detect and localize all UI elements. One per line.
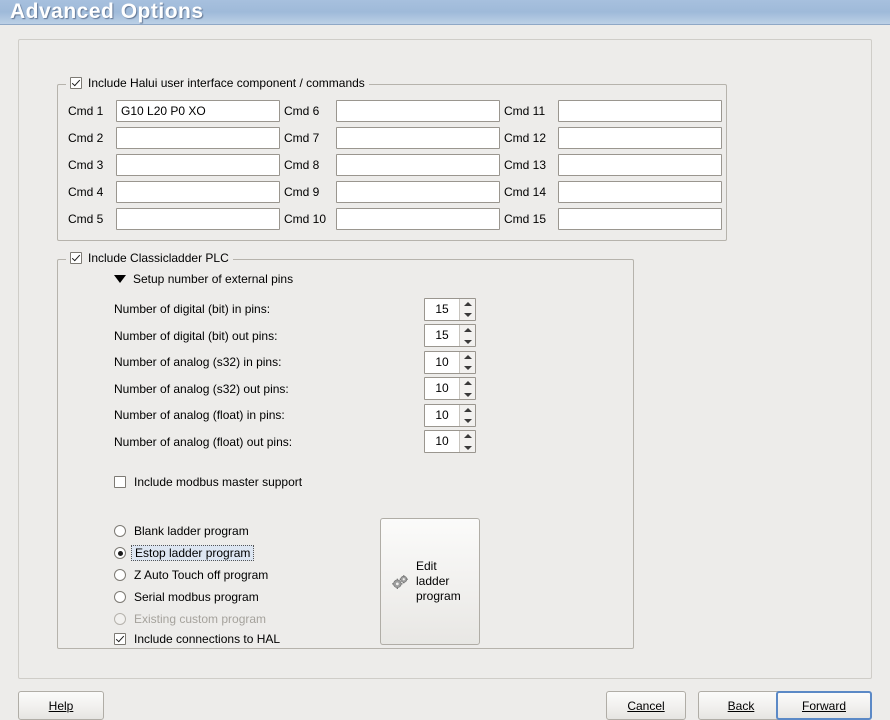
edit-ladder-program-button[interactable]: [380, 518, 480, 645]
cmd-label: Cmd 10: [284, 211, 327, 226]
dialog-footer: [0, 679, 890, 713]
stepper-down-icon[interactable]: [460, 362, 475, 373]
stepper-up-icon[interactable]: [460, 431, 475, 442]
cmd-label: Cmd 7: [284, 130, 320, 145]
page-title: Advanced Options: [10, 0, 204, 23]
title-bar: [0, 0, 890, 25]
cmd-input-2[interactable]: [116, 127, 280, 149]
cmd-label: Cmd 2: [68, 130, 104, 145]
classicladder-group-header[interactable]: [66, 251, 233, 265]
cmd-input-15[interactable]: [558, 208, 722, 230]
cmd-input-10[interactable]: [336, 208, 500, 230]
radio-label: Existing custom program: [134, 612, 267, 626]
radio-label: Estop ladder program: [131, 545, 254, 561]
digital-out-pins-stepper[interactable]: [424, 324, 476, 347]
cmd-input-14[interactable]: [558, 181, 722, 203]
classicladder-checkbox[interactable]: [70, 252, 82, 264]
stepper-down-icon[interactable]: [460, 389, 475, 400]
pin-row: [114, 323, 614, 350]
chevron-down-icon: [114, 275, 126, 283]
stepper-up-icon[interactable]: [460, 325, 475, 336]
digital-in-pins-stepper[interactable]: [424, 298, 476, 321]
pin-row: [114, 349, 614, 376]
radio-icon: [114, 613, 126, 625]
options-panel: [18, 39, 872, 679]
halui-group-label: Include Halui user interface component / commands: [88, 76, 365, 90]
cmd-input-3[interactable]: [116, 154, 280, 176]
back-button-label: Back: [727, 698, 755, 713]
cmd-label: Cmd 11: [504, 103, 546, 118]
analog-s32-in-pins-stepper[interactable]: [424, 351, 476, 374]
cmd-label: Cmd 9: [284, 184, 320, 199]
stepper-down-icon[interactable]: [460, 415, 475, 426]
cancel-button-label: Cancel: [627, 698, 665, 713]
stepper-up-icon[interactable]: [460, 352, 475, 363]
pin-row: [114, 429, 614, 456]
radio-serial-modbus-program[interactable]: [114, 586, 268, 608]
analog-float-in-pins-stepper[interactable]: [424, 404, 476, 427]
hal-connections-checkbox[interactable]: [114, 633, 126, 645]
halui-group-header[interactable]: [66, 76, 369, 90]
hal-connections-label: Include connections to HAL: [134, 632, 281, 646]
back-button[interactable]: [698, 691, 784, 720]
forward-button[interactable]: [776, 691, 872, 720]
cmd-input-8[interactable]: [336, 154, 500, 176]
halui-group: [57, 76, 727, 241]
cmd-label: Cmd 4: [68, 184, 104, 199]
edit-ladder-program-label: [416, 559, 470, 604]
radio-icon[interactable]: [114, 569, 126, 581]
stepper-down-icon[interactable]: [460, 442, 475, 453]
analog-float-out-pins-stepper[interactable]: [424, 430, 476, 453]
stepper-down-icon[interactable]: [460, 309, 475, 320]
radio-label: Blank ladder program: [134, 524, 249, 538]
cmd-label: Cmd 13: [504, 157, 547, 172]
help-button[interactable]: [18, 691, 104, 720]
hal-connections-option[interactable]: [114, 632, 280, 646]
cmd-label: Cmd 3: [68, 157, 104, 172]
halui-checkbox[interactable]: [70, 77, 82, 89]
gears-icon: [390, 571, 412, 593]
edit-ladder-line1: Edit ladder: [416, 559, 450, 588]
stepper-arrows[interactable]: [459, 431, 475, 452]
cmd-label: Cmd 6: [284, 103, 320, 118]
classicladder-group-label: Include Classicladder PLC: [88, 251, 229, 265]
radio-icon[interactable]: [114, 547, 126, 559]
stepper-arrows[interactable]: [459, 325, 475, 346]
stepper-value: 15: [435, 328, 449, 343]
stepper-up-icon[interactable]: [460, 299, 475, 310]
forward-button-label: Forward: [801, 698, 846, 713]
radio-blank-ladder-program[interactable]: [114, 520, 268, 542]
cmd-input-11[interactable]: [558, 100, 722, 122]
pin-label: Number of analog (float) in pins:: [114, 408, 285, 423]
radio-label: Z Auto Touch off program: [134, 568, 269, 582]
stepper-arrows[interactable]: [459, 299, 475, 320]
cmd-label: Cmd 12: [504, 130, 547, 145]
cmd-input-4[interactable]: [116, 181, 280, 203]
cmd-label: Cmd 1: [68, 103, 104, 118]
halui-command-grid: [68, 97, 722, 232]
cmd-label: Cmd 8: [284, 157, 320, 172]
stepper-up-icon[interactable]: [460, 378, 475, 389]
radio-existing-custom-program: [114, 608, 268, 630]
cmd-input-5[interactable]: [116, 208, 280, 230]
modbus-master-option[interactable]: [114, 475, 302, 489]
radio-estop-ladder-program[interactable]: [114, 542, 268, 564]
pin-count-list: [114, 296, 614, 455]
cmd-label: Cmd 15: [504, 211, 547, 226]
cmd-input-6[interactable]: [336, 100, 500, 122]
cmd-label: Cmd 5: [68, 211, 104, 226]
pin-row: [114, 296, 614, 323]
classicladder-group: [57, 251, 634, 649]
cancel-button[interactable]: [606, 691, 686, 720]
radio-z-auto-touch-off-program[interactable]: [114, 564, 268, 586]
pin-label: Number of digital (bit) in pins:: [114, 302, 271, 317]
pin-label: Number of analog (s32) in pins:: [114, 355, 282, 370]
stepper-arrows[interactable]: [459, 378, 475, 399]
stepper-value: 15: [435, 301, 449, 316]
modbus-master-label: Include modbus master support: [134, 475, 303, 489]
ladder-program-radio-group: [114, 520, 268, 630]
external-pins-expander-label: Setup number of external pins: [133, 272, 294, 286]
cmd-label: Cmd 14: [504, 184, 547, 199]
radio-label: Serial modbus program: [134, 590, 259, 604]
cmd-input-1[interactable]: G10 L20 P0 XO: [116, 100, 280, 122]
cmd-input-12[interactable]: [558, 127, 722, 149]
pin-label: Number of digital (bit) out pins:: [114, 328, 278, 343]
stepper-value: 10: [435, 407, 449, 422]
external-pins-expander[interactable]: [114, 272, 293, 286]
stepper-arrows[interactable]: [459, 405, 475, 426]
radio-icon[interactable]: [114, 591, 126, 603]
cmd-input-7[interactable]: [336, 127, 500, 149]
help-button-label: Help: [48, 698, 74, 713]
stepper-down-icon[interactable]: [460, 336, 475, 347]
pin-row: [114, 376, 614, 403]
pin-label: Number of analog (float) out pins:: [114, 434, 293, 449]
stepper-arrows[interactable]: [459, 352, 475, 373]
radio-icon[interactable]: [114, 525, 126, 537]
stepper-up-icon[interactable]: [460, 405, 475, 416]
analog-s32-out-pins-stepper[interactable]: [424, 377, 476, 400]
edit-ladder-line2: program: [416, 589, 461, 603]
stepper-value: 10: [435, 434, 449, 449]
pin-row: [114, 402, 614, 429]
cmd-input-9[interactable]: [336, 181, 500, 203]
content-area: [0, 25, 890, 679]
stepper-value: 10: [435, 354, 449, 369]
stepper-value: 10: [435, 381, 449, 396]
modbus-master-checkbox[interactable]: [114, 476, 126, 488]
cmd-input-13[interactable]: [558, 154, 722, 176]
pin-label: Number of analog (s32) out pins:: [114, 381, 289, 396]
